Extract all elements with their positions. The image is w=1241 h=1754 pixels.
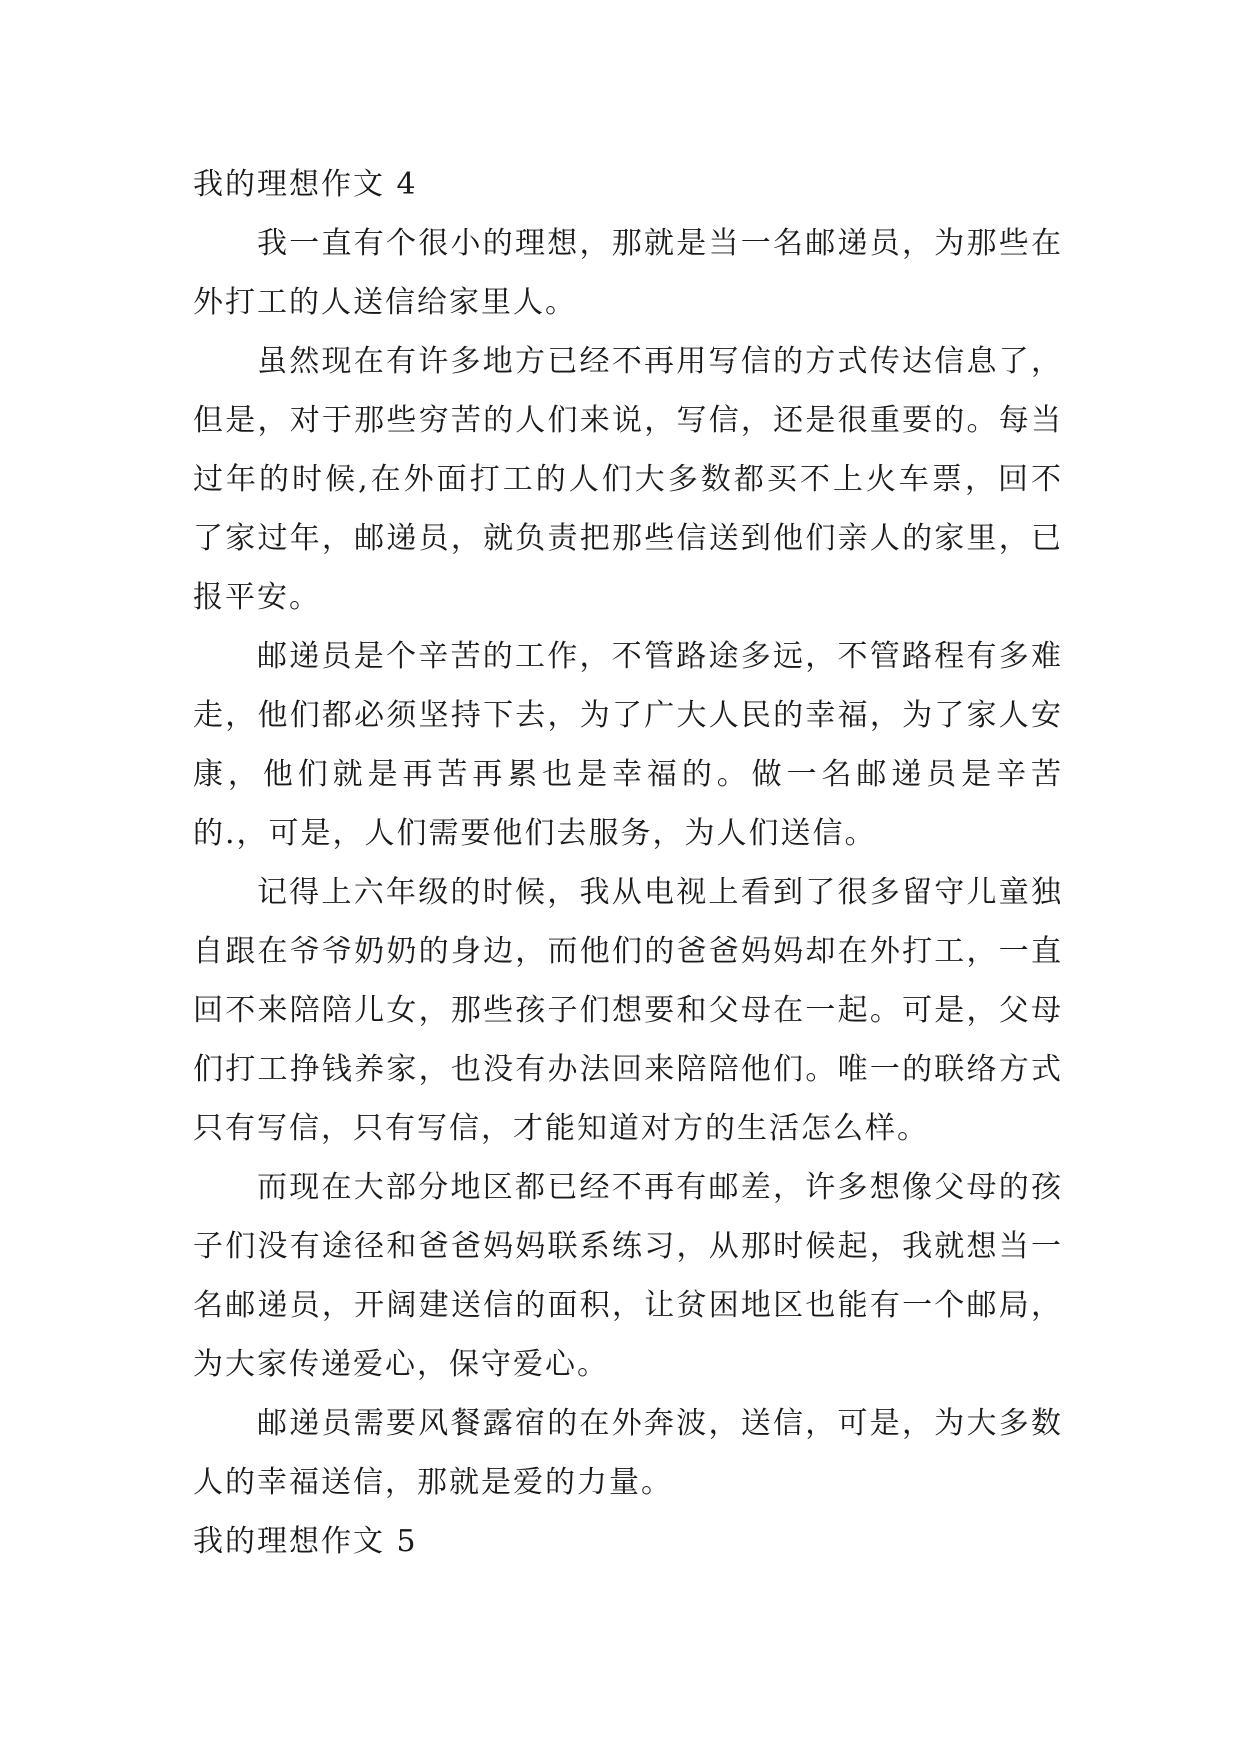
- document-body: [193, 155, 1063, 1571]
- paragraph-2: 虽然现在有许多地方已经不再用写信的方式传达信息了，但是，对于那些穷苦的人们来说，写信，还是很重要的。每当过年的时候,在外面打工的人们大多数都买不上火车票，回不了家过年，邮递员，就负责把那些信送到他们亲人的家里，已报平安。: [193, 344, 1063, 615]
- paragraph-6: 邮递员需要风餐露宿的在外奔波，送信，可是，为大多数人的幸福送信，那就是爱的力量。: [193, 1406, 1063, 1500]
- essay-4-title: 我的理想作文 4: [193, 167, 418, 202]
- paragraph-4: 记得上六年级的时候，我从电视上看到了很多留守儿童独自跟在爷爷奶奶的身边，而他们的爸爸妈妈却在外打工，一直回不来陪陪儿女，那些孩子们想要和父母在一起。可是，父母们打工挣钱养家，也没有办法回来陪陪他们。唯一的联络方式只有写信，只有写信，才能知道对方的生活怎么样。: [193, 875, 1063, 1146]
- essay-5-title: 我的理想作文 5: [193, 1524, 418, 1559]
- paragraph-3: 邮递员是个辛苦的工作，不管路途多远，不管路程有多难走，他们都必须坚持下去，为了广大人民的幸福，为了家人安康，他们就是再苦再累也是幸福的。做一名邮递员是辛苦的.，可是，人们需要他们去服务，为人们送信。: [193, 639, 1063, 851]
- paragraph-1: 我一直有个很小的理想，那就是当一名邮递员，为那些在外打工的人送信给家里人。: [193, 226, 1063, 320]
- paragraph-5: 而现在大部分地区都已经不再有邮差，许多想像父母的孩子们没有途径和爸爸妈妈联系练习，从那时候起，我就想当一名邮递员，开阔建送信的面积，让贫困地区也能有一个邮局，为大家传递爱心，保守爱心。: [193, 1170, 1063, 1382]
